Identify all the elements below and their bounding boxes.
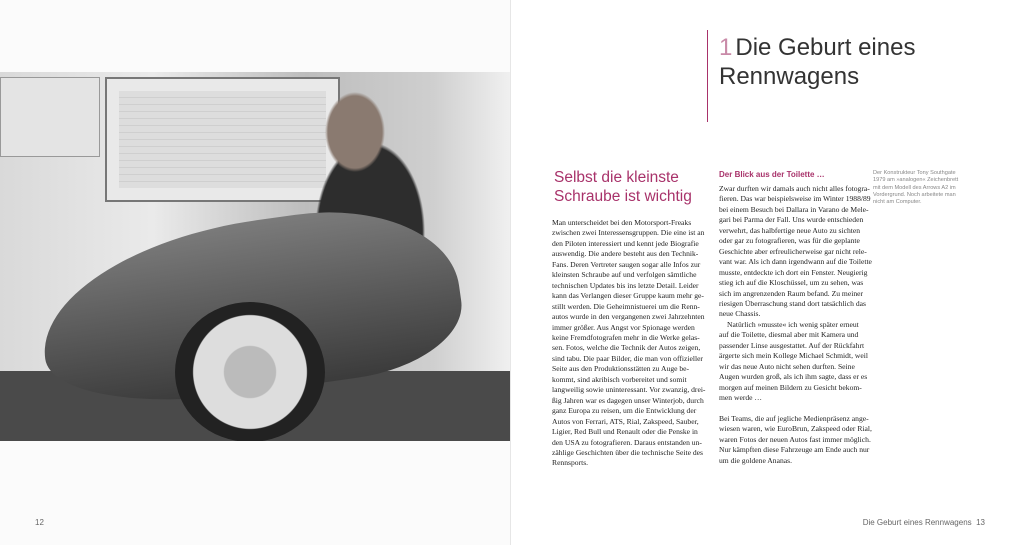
text-line: Rennsports.	[552, 458, 589, 468]
text-line: vant war. Als ich dann irgendwann auf die Toilette	[719, 257, 872, 267]
text-line: den Piloten interessiert und kennt jede Biografie	[552, 238, 699, 248]
title-accent-line	[707, 30, 708, 122]
chapter-title-line: Die Geburt eines	[735, 34, 916, 61]
body-column-1	[552, 218, 705, 469]
heading-line: Schraube ist wichtig	[554, 188, 692, 205]
text-line: riesigen Überraschung stand dort tatsächlich das	[719, 298, 866, 308]
running-footer	[863, 518, 985, 527]
subheading: Der Blick aus der Toilette …	[719, 170, 825, 179]
text-line: stieg ich auf die Kloschüssel, um zu sehen, was	[719, 278, 864, 288]
text-line: wir das neue Auto nicht sehen durften. Seine	[719, 361, 855, 371]
text-line: autos wurde in den vergangenen zwei Jahrzehnten	[552, 312, 705, 322]
text-line: technischen Updates bis ins letzte Detail. Leider	[552, 280, 699, 290]
text-line: ganz Europa zu reisen, um die Entwicklung der	[552, 406, 697, 416]
section-heading	[554, 168, 692, 206]
text-line: passender Linse ausgestattet. Auf der Rückfahrt	[719, 340, 865, 350]
text-line: Man unterscheidet bei den Motorsport-Freaks	[552, 218, 692, 227]
text-line: Der Konstrukteur Tony Southgate	[873, 170, 956, 176]
text-line: sen. Fotos, welche die Technik der Autos zeigen,	[552, 343, 701, 353]
text-line: kommt, sind akribisch vorbereitet und somit	[552, 374, 687, 384]
text-line: gari bei Parma der Fall. Uns wurde entschieden	[719, 215, 864, 225]
chapter-number: 1	[719, 34, 733, 61]
text-line: langweilig sowie uninteressant. Vor zwanzig, drei-	[552, 385, 706, 395]
text-line: Natürlich »musste« ich wenig später erneut	[727, 319, 859, 329]
page-number-left: 12	[35, 518, 44, 527]
photo-caption	[873, 170, 958, 206]
text-line: sich im angrenzenden Raum befand. Zu meiner	[719, 288, 864, 298]
text-line: nicht am Computer.	[873, 199, 922, 206]
text-line: Ligier, Red Bull und Renault oder die Penske in	[552, 427, 698, 437]
text-line: neue Chassis.	[719, 309, 761, 319]
text-line: um die goldene Ananas.	[719, 455, 792, 465]
text-line: Nur kämpften diese Fahrzeuge am Ende auch nur	[719, 445, 870, 455]
text-line: bei einem Besuch bei Dallara in Varano de Mele-	[719, 204, 869, 214]
text-line: oder gar zu fotografieren, was für die geplante	[719, 236, 860, 246]
text-line: wiesen waren, wie EuroBrun, Zakspeed oder Rial,	[719, 424, 872, 434]
chapter-title-line: Rennwagens	[719, 63, 860, 90]
text-line: Zwar durften wir damals auch nicht alles fotogra-	[719, 184, 870, 193]
text-line: zwischen zwei Interessensgruppen. Die eine ist an	[552, 228, 705, 238]
text-line: zählige Geschichten über die technische Seite des	[552, 447, 703, 457]
text-line: kleinsten Schraube auf und verfolgen sämtliche	[552, 270, 697, 280]
text-line: auf die Toilette, diesmal aber mit Kamera und	[719, 330, 859, 340]
text-line: waren Fotos der neuen Autos fast immer möglich.	[719, 434, 871, 444]
paragraph-gap	[719, 404, 872, 414]
text-line: mit dem Modell des Arrows A2 im	[873, 184, 956, 191]
text-line: ärgerte sich mein Kollege Michael Schmidt, weil	[719, 351, 868, 361]
text-line: sind tabu. Die paar Bilder, die man von offizieller	[552, 353, 703, 363]
wall-chart	[0, 77, 100, 157]
right-page	[510, 0, 1020, 545]
text-line: musste, entdeckte ich dort ein Fenster. Neugierig	[719, 267, 868, 277]
heading-line: Selbst die kleinste	[554, 169, 679, 186]
text-line: 1979 am »analogen« Zeichenbrett	[873, 177, 959, 184]
text-line: keine Fremdfotografen mehr in die Werke gelas-	[552, 332, 700, 342]
text-line: Augen wurden groß, als ich ihm sagte, dass er es	[719, 372, 868, 382]
text-line: den USA zu fotografieren. Daraus entstanden un-	[552, 437, 702, 447]
text-line: fieren. Das war beispielsweise im Winter 1988/89	[719, 194, 871, 204]
chapter-title	[719, 33, 915, 91]
photo-designer-with-model-car	[0, 72, 510, 441]
text-line: ßig Jahren war es dagegen unser Winterjob, durch	[552, 395, 704, 405]
text-line: verwehrt, das halbfertige neue Auto zu sichten	[719, 225, 861, 235]
running-title: Die Geburt eines Rennwagens	[862, 518, 972, 527]
text-line: morgen auf meinen Bildern zu Gesicht bekom-	[719, 382, 862, 392]
text-line: immer größer. Aus Angst vor Spionage werden	[552, 322, 695, 332]
text-line: auswendig. Die andere besteht aus den Technik-	[552, 249, 699, 259]
text-line: Vordergrund. Noch arbeitete man	[873, 191, 956, 198]
body-column-2	[719, 184, 872, 466]
page-number-right: 13	[976, 518, 985, 527]
text-line: men werde …	[719, 393, 763, 403]
text-line: Seite aus den Produktionsstätten zu Auge be-	[552, 364, 690, 374]
text-line: Fans. Deren Vertreter saugen sogar alle Infos zur	[552, 259, 701, 269]
text-line: kann das Verlangen dieser Gruppe kaum mehr ge-	[552, 291, 704, 301]
text-line: Autos von Ferrari, ATS, Rial, Zakspeed, Sauber,	[552, 416, 699, 426]
text-line: Bei Teams, die auf jegliche Medienpräsenz ange-	[719, 413, 869, 423]
text-line: stillt werden. Die Geheimnistuerei um die Renn-	[552, 301, 700, 311]
text-line: Geschichte aber erfreulicherweise gar nicht rele-	[719, 246, 867, 256]
model-car-wheel	[175, 302, 325, 441]
